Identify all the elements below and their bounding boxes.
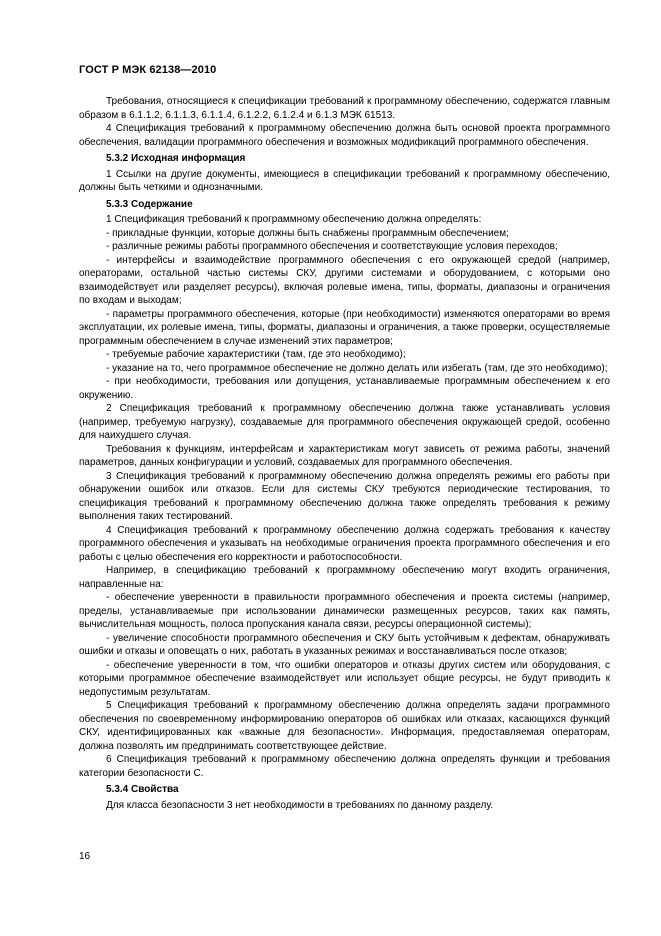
paragraph: 4 Спецификация требований к программному обеспечению должна содержать требования к качеству программного обеспечения и указывать на необходимые ограничения проекта программного обеспечения и его работы с целью обеспечения его корректности и работоспособности. <box>79 524 610 563</box>
list-item: - различные режимы работы программного обеспечения и соответствующие условия переходов; <box>106 241 558 252</box>
paragraph: Требования, относящиеся к спецификации требований к программному обеспечению, содержатся главным образом в 6.1.1.2, 6.1.1.3, 6.1.1.4, 6.1.2.2, 6.1.2.4 и 6.1.3 МЭК 61513. <box>79 96 610 121</box>
paragraph: Например, в спецификацию требований к программному обеспечению могут входить ограничения, направленные на: <box>79 565 610 590</box>
list-item: - параметры программного обеспечения, которые (при необходимости) изменяются операторами во время эксплуатации, их ролевые имена, типы, форматы, диапазоны и ограничения, а также проверки, осуществляемые программным обеспечением в случае изменений этих параметров; <box>79 308 610 347</box>
list-item: - обеспечение уверенности в том, что ошибки операторов и отказы других систем или оборудования, с которыми программное обеспечение взаимодействует или использует общие ресурсы, не будут приводить к недопустимым результатам. <box>79 659 610 698</box>
paragraph: 4 Спецификация требований к программному обеспечению должна быть основой проекта программного обеспечения, валидации программного обеспечения и возможных модификаций программного обеспечения. <box>79 123 610 148</box>
paragraph: 2 Спецификация требований к программному обеспечению должна также устанавливать условия (например, требуемую нагрузку), создаваемые для программного обеспечения окружающей средой, особенно для наихудшего случая. <box>79 403 610 441</box>
section-heading: 5.3.3 Содержание <box>106 198 193 210</box>
document-body <box>79 95 610 812</box>
paragraph: Для класса безопасности 3 нет необходимости в требованиях по данному разделу. <box>106 799 494 811</box>
paragraph: Требования к функциям, интерфейсам и характеристикам могут зависеть от режима работы, значений параметров, данных конфигурации и условий, создаваемых для программного обеспечения. <box>79 443 610 468</box>
paragraph: 3 Спецификация требований к программному обеспечению должна определять режимы его работы при обнаружении ошибок или отказов. Если для системы СКУ требуются периодические тестирования, то спецификация требований к программному обеспечению должна также определять требования к режиму выполнения таких тестирований. <box>79 470 610 522</box>
list-item: - обеспечение уверенности в правильности программного обеспечения и проекта системы (например, пределы, устанавливаемые при использовании динамически размещенных ресурсов, таких как память, вычислительная мощность, полоса пропускания канала связи, ресурсы операционной системы); <box>79 592 610 630</box>
list-item: - при необходимости, требования или допущения, устанавливаемые программным обеспечением к его окружению. <box>79 376 610 401</box>
list-item: - требуемые рабочие характеристики (там, где это необходимо); <box>106 349 406 360</box>
list-item: - интерфейсы и взаимодействие программного обеспечения с его окружающей средой (например, операторами, остальной частью системы СКУ, другими системами и оборудованием, с которыми оно взаимодействует или разделяет ресурсы), включая ролевые имена, типы, форматы, диапазоны и ограничения по входам и выходам; <box>79 254 610 306</box>
paragraph: 5 Спецификация требований к программному обеспечению должна определять задачи программного обеспечения по своевременному информированию операторов об ошибках или отказах, касающихся функций СКУ, идентифицированных как «важные для безопасности». Информация, предоставляемая операторам, должна позволять им предпринимать соответствующее действие. <box>79 700 610 752</box>
list-item: - прикладные функции, которые должны быть снабжены программным обеспечением; <box>106 227 509 239</box>
paragraph: 1 Спецификация требований к программному обеспечению должна определять: <box>106 214 482 225</box>
paragraph: 6 Спецификация требований к программному обеспечению должна определять функции и требования категории безопасности С. <box>79 754 610 779</box>
section-heading: 5.3.4 Свойства <box>106 784 179 795</box>
list-item: - указание на то, чего программное обеспечение не должно делать или избегать (там, где это необходимо); <box>106 362 608 374</box>
document-header: ГОСТ Р МЭК 62138—2010 <box>79 64 217 76</box>
page-number: 16 <box>79 851 91 862</box>
section-heading: 5.3.2 Исходная информация <box>106 153 246 164</box>
paragraph: 1 Ссылки на другие документы, имеющиеся в спецификации требований к программному обеспечению, должны быть четкими и однозначными. <box>79 168 610 193</box>
list-item: - увеличение способности программного обеспечения и СКУ быть устойчивым к дефектам, обнаруживать ошибки и отказы и оповещать о них, работать в указанных режимах и восстанавливаться после отказов; <box>79 632 610 657</box>
